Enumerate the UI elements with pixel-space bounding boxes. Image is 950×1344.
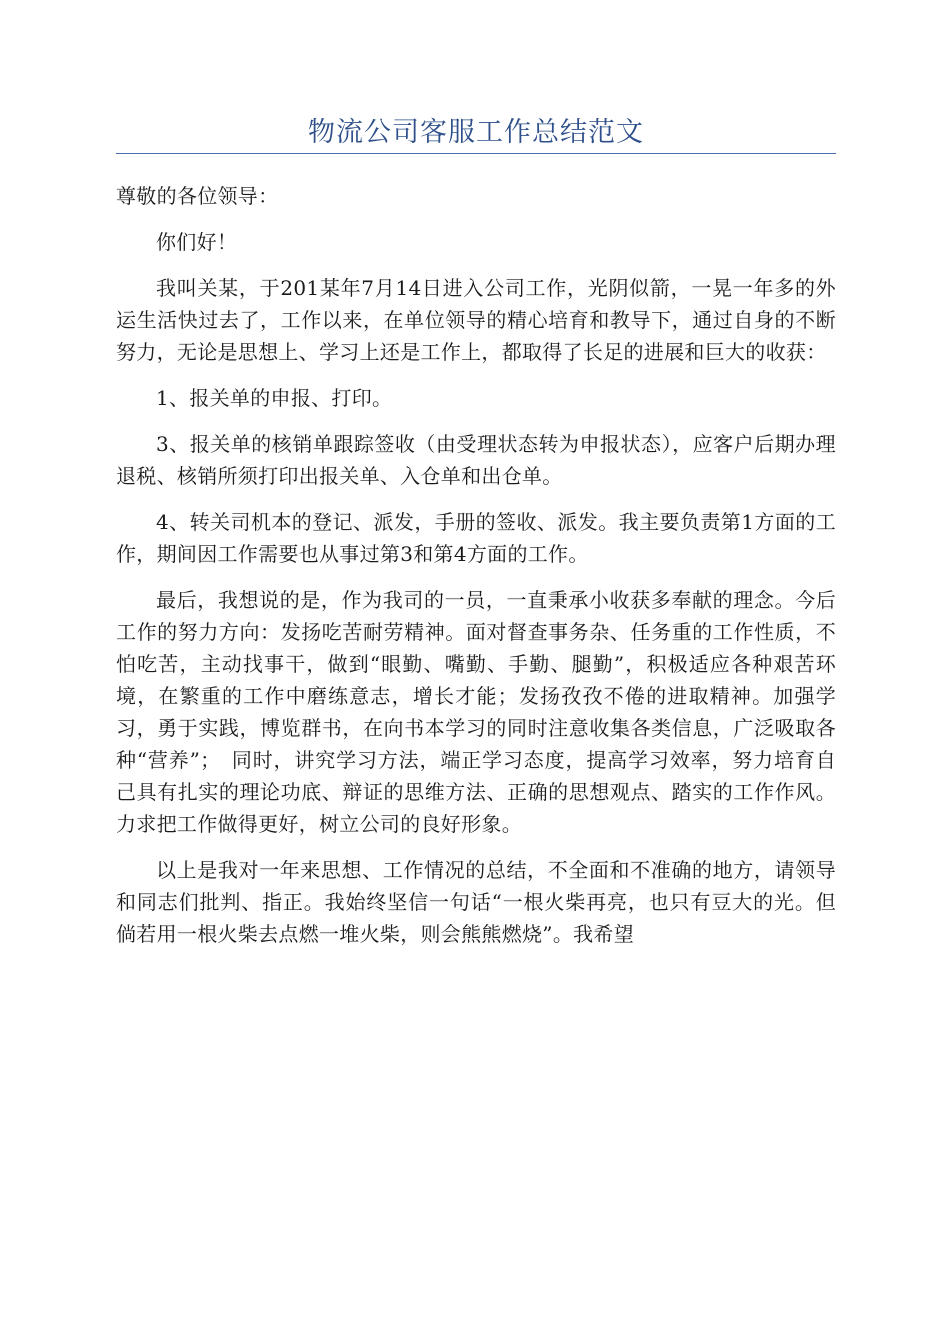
paragraph-item-3: 3、报关单的核销单跟踪签收（由受理状态转为申报状态），应客户后期办理退税、核销所须打印出报关单、入仓单和出仓单。	[116, 432, 836, 488]
document-title: 物流公司客服工作总结范文	[308, 117, 644, 148]
paragraph-closing: 以上是我对一年来思想、工作情况的总结，不全面和不准确的地方，请领导和同志们批判、指正。我始终坚信一句话“一根火柴再亮，也只有豆大的光。但倘若用一根火柴去点燃一堆火柴，则会熊熊燃烧”。我希望	[116, 858, 836, 946]
document-body	[116, 180, 836, 950]
paragraph-greeting: 你们好！	[156, 230, 238, 254]
document-page	[116, 0, 836, 950]
paragraph-conclusion: 最后，我想说的是，作为我司的一员，一直秉承小收获多奉献的理念。今后工作的努力方向：发扬吃苦耐劳精神。面对督查事务杂、任务重的工作性质，不怕吃苦，主动找事干，做到“眼勤、嘴勤、手勤、腿勤”，积极适应各种艰苦环境，在繁重的工作中磨练意志，增长才能；发扬孜孜不倦的进取精神。加强学习，勇于实践，博览群书，在向书本学习的同时注意收集各类信息，广泛吸取各种“营养”； 同时，讲究学习方法，端正学习态度，提高学习效率，努力培育自己具有扎实的理论功底、辩证的思维方法、正确的思想观点、踏实的工作作风。力求把工作做得更好，树立公司的良好形象。	[116, 588, 836, 836]
paragraph-item-1: 1、报关单的申报、打印。	[156, 386, 393, 410]
paragraph-introduction: 我叫关某，于201某年7月14日进入公司工作，光阴似箭，一晃一年多的外运生活快过去了，工作以来，在单位领导的精心培育和教导下，通过自身的不断努力，无论是思想上、学习上还是工作上，都取得了长足的进展和巨大的收获：	[116, 276, 836, 364]
title-underline	[116, 153, 836, 154]
paragraph-item-4: 4、转关司机本的登记、派发，手册的签收、派发。我主要负责第1方面的工作，期间因工作需要也从事过第3和第4方面的工作。	[116, 510, 836, 566]
salutation: 尊敬的各位领导：	[116, 184, 279, 208]
